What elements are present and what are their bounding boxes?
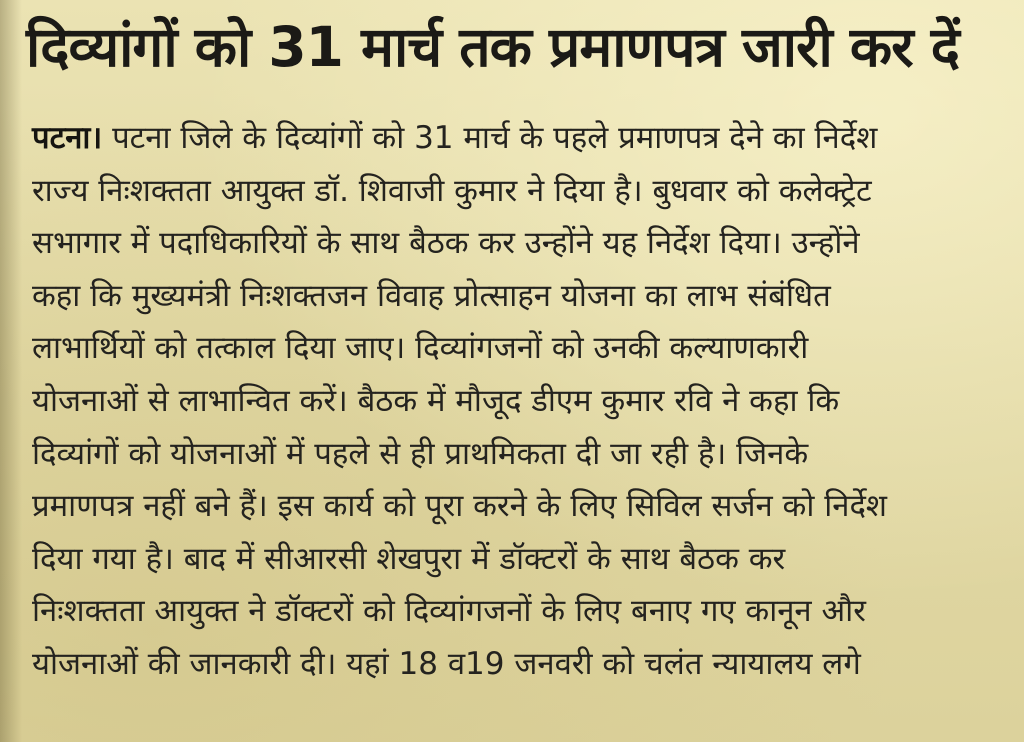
article-line-5: लाभार्थियों को तत्काल दिया जाए। दिव्यांगजनों को उनकी कल्याणकारी — [32, 330, 809, 367]
paper-fold-shadow — [0, 0, 22, 742]
article-line-3: सभागार में पदाधिकारियों के साथ बैठक कर उन्होंने यह निर्देश दिया। उन्होंने — [32, 225, 860, 262]
article-line-9: दिया गया है। बाद में सीआरसी शेखपुरा में डॉक्टरों के साथ बैठक कर — [32, 540, 786, 577]
headline: दिव्यांगों को 31 मार्च तक प्रमाणपत्र जारी कर दें — [26, 15, 960, 79]
article-line-7: दिव्यांगों को योजनाओं में पहले से ही प्राथमिकता दी जा रही है। जिनके — [32, 435, 809, 472]
article-line-4: कहा कि मुख्यमंत्री निःशक्तजन विवाह प्रोत्साहन योजना का लाभ संबंधित — [32, 277, 831, 314]
article-line-1-text: पटना जिले के दिव्यांगों को 31 मार्च के पहले प्रमाणपत्र देने का निर्देश — [102, 120, 878, 156]
article-line-10: निःशक्तता आयुक्त ने डॉक्टरों को दिव्यांगजनों के लिए बनाए गए कानून और — [32, 593, 866, 630]
article-line-6: योजनाओं से लाभान्वित करें। बैठक में मौजूद डीएम कुमार रवि ने कहा कि — [32, 382, 840, 419]
article-line-11: योजनाओं की जानकारी दी। यहां 18 व19 जनवरी को चलंत न्यायालय लगे — [32, 645, 861, 682]
article-line-8: प्रमाणपत्र नहीं बने हैं। इस कार्य को पूरा करने के लिए सिविल सर्जन को निर्देश — [32, 488, 887, 525]
article-line-2: राज्य निःशक्तता आयुक्त डॉ. शिवाजी कुमार ने दिया है। बुधवार को कलेक्ट्रेट — [32, 172, 872, 209]
article-line-1 — [32, 112, 1024, 165]
article-body — [32, 112, 1024, 691]
dateline: पटना। — [32, 120, 103, 156]
